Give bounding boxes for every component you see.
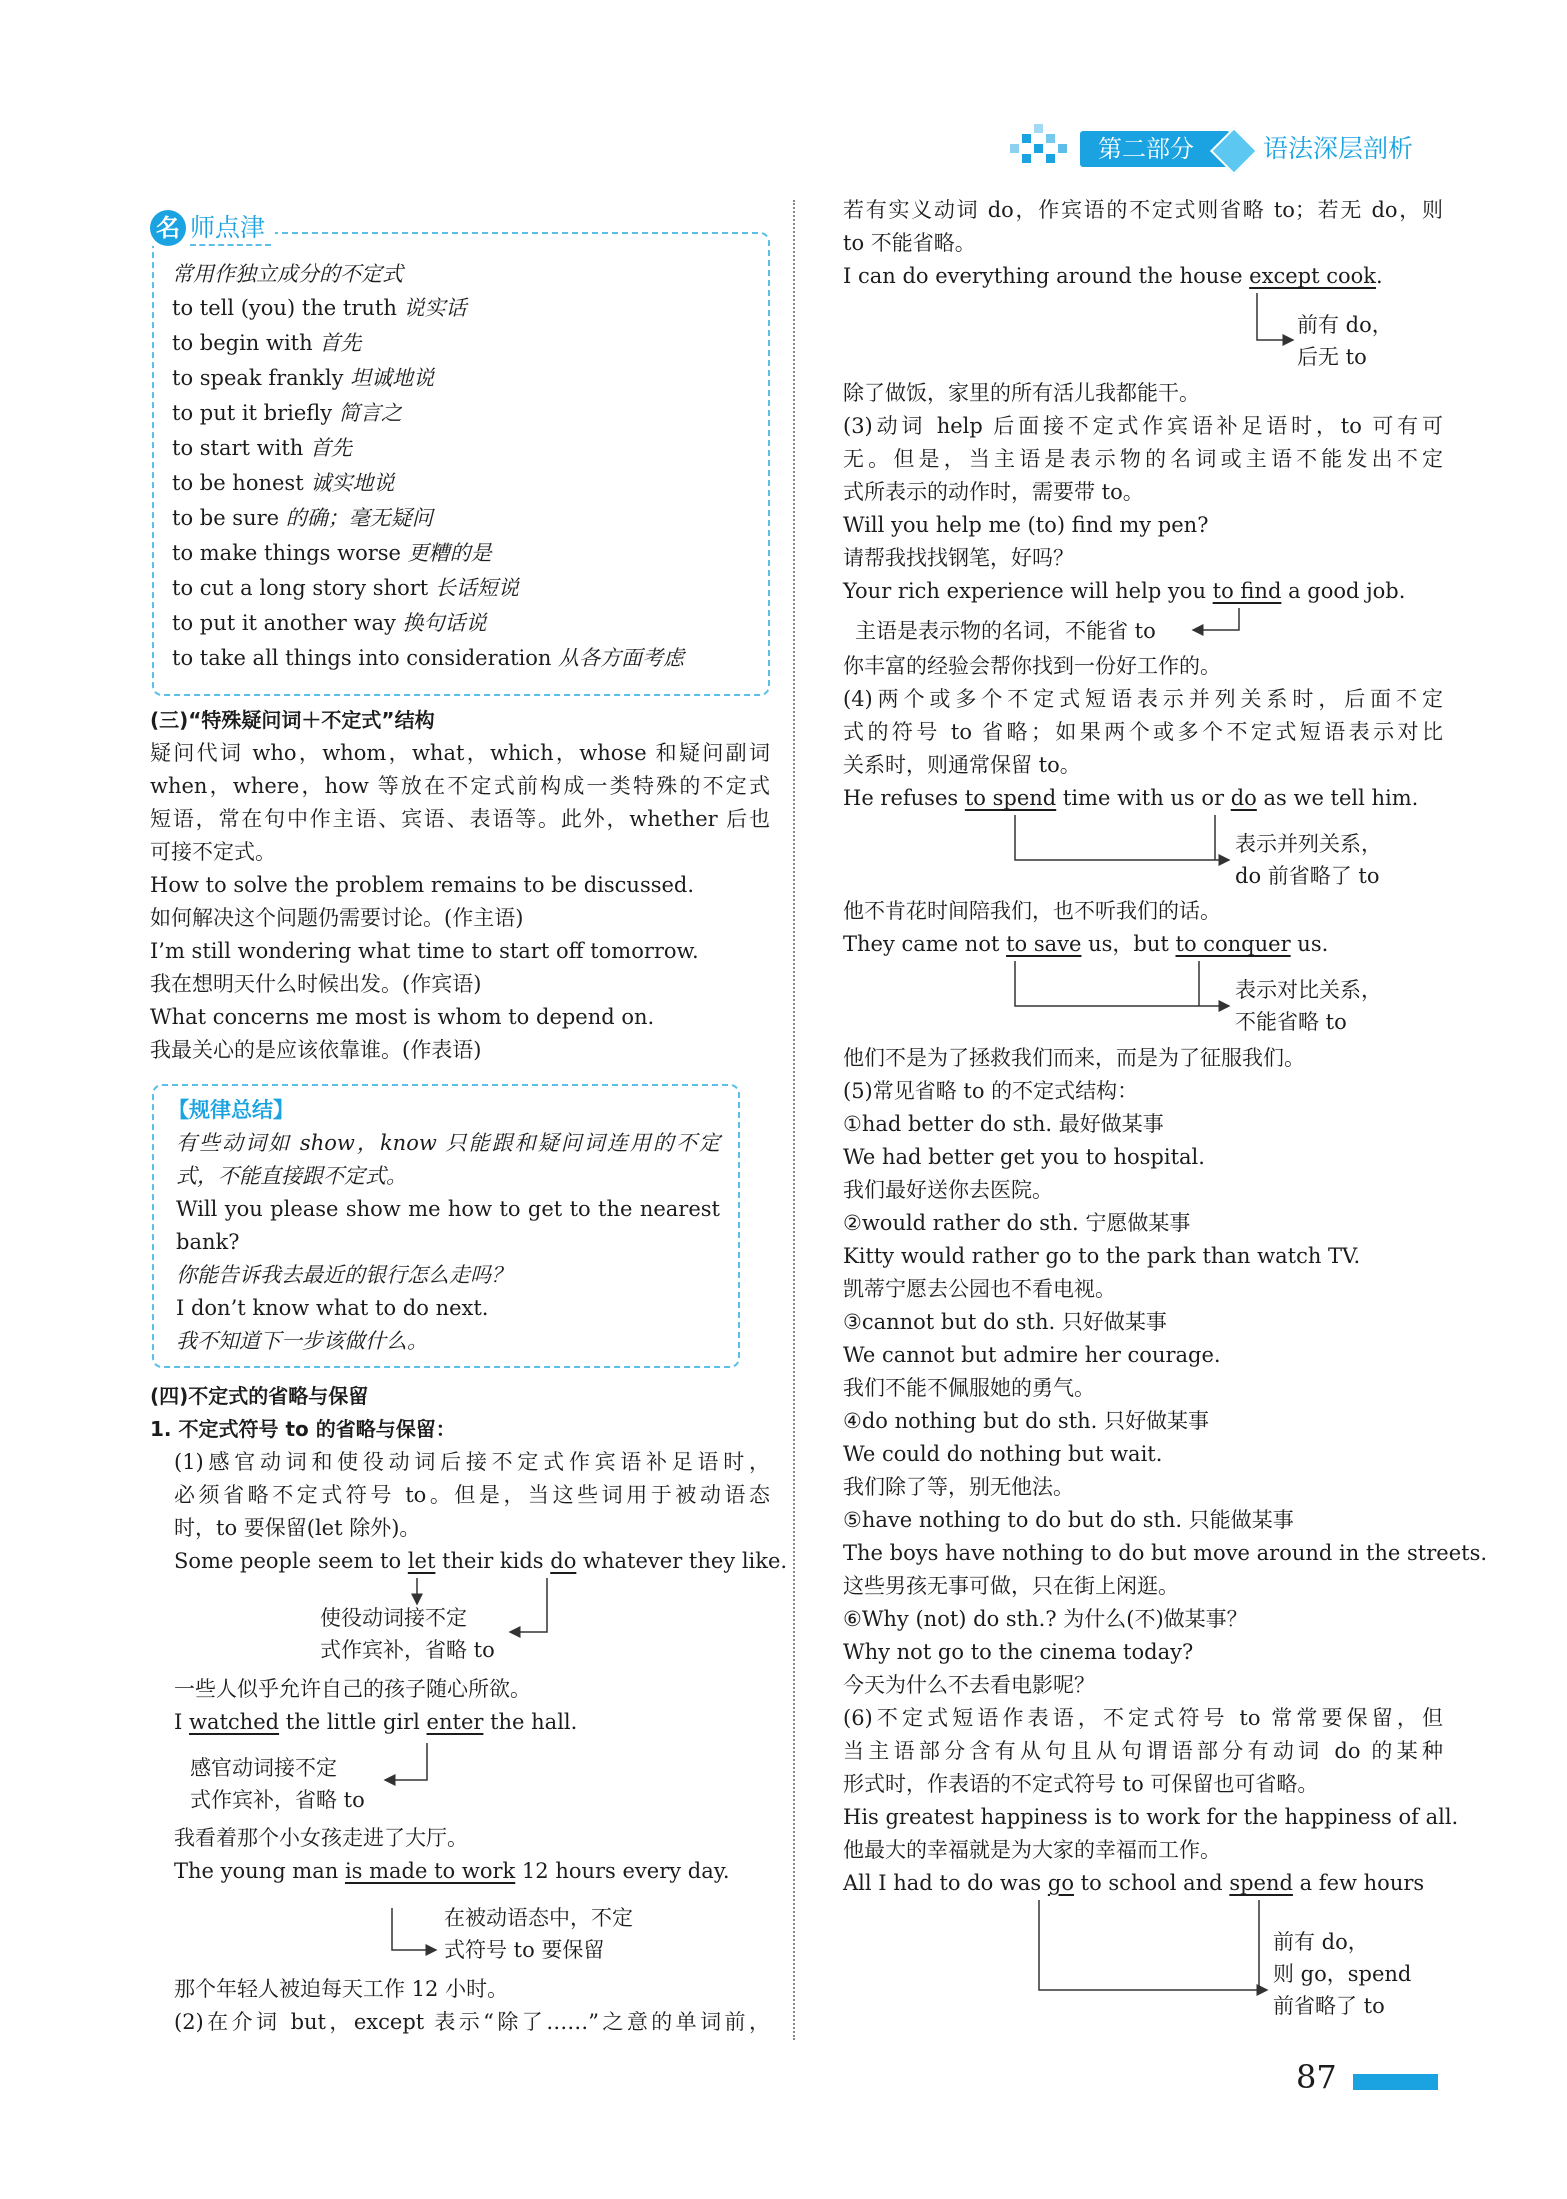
ann10-l2: 则 go，spend <box>1273 1962 1412 1986</box>
tips-label: 师点津 <box>190 211 271 246</box>
sec4-ex3 <box>174 1855 730 1888</box>
tip-zh: 首先 <box>310 436 352 460</box>
part-label: 第二部分 <box>1080 131 1230 167</box>
r-ex9-en: His greatest happiness is to work for the happiness of all. <box>843 1805 1459 1829</box>
sec4-p2: (2)在介词 but，except 表示“除了……”之意的单词前， <box>174 2010 770 2034</box>
text: They came not <box>843 932 1007 956</box>
ann3-l1: 在被动语态中，不定 <box>444 1906 633 1930</box>
r-s1: ①had better do sth. 最好做某事 <box>843 1112 1164 1136</box>
sec3-ex1-en: How to solve the problem remains to be discussed. <box>150 873 695 897</box>
sec4-ex1-zh: 一些人似乎允许自己的孩子随心所欲。 <box>174 1677 531 1701</box>
text: I can do everything around the house <box>843 264 1250 288</box>
sec4-ex2-zh: 我看着那个小女孩走进了大厅。 <box>174 1826 468 1850</box>
arrow-line <box>510 1578 547 1632</box>
ann8-l2: 不能省略 to <box>1235 1010 1347 1034</box>
text: as we tell him. <box>1256 786 1419 810</box>
r-s6-en: Why not go to the cinema today? <box>843 1640 1194 1664</box>
r-ex8-zh: 他们不是为了拯救我们而来，而是为了征服我们。 <box>843 1046 1305 1070</box>
text: time with us or <box>1056 786 1231 810</box>
text: a few hours <box>1292 1871 1425 1895</box>
sec3-p-1: when，where，how 等放在不定式前构成一类特殊的不定式 <box>150 774 770 798</box>
r-ex7-zh: 他不肯花时间陪我们，也不听我们的话。 <box>843 899 1221 923</box>
r-s4-zh: 我们除了等，别无他法。 <box>843 1475 1074 1499</box>
r-s2: ②would rather do sth. 宁愿做某事 <box>843 1211 1191 1235</box>
arrow-line <box>385 1743 427 1780</box>
r-p6-0: (6)不定式短语作表语，不定式符号 to 常常要保留，但 <box>843 1706 1443 1730</box>
rule-l4: bank? <box>176 1230 240 1254</box>
rule-l6: I don’t know what to do next. <box>176 1296 489 1320</box>
tip-en: to start with <box>172 436 304 460</box>
tip-en: to tell (you) the truth <box>172 296 397 320</box>
ann8-l1: 表示对比关系， <box>1235 978 1382 1002</box>
tips-heading: 常用作独立成分的不定式 <box>172 262 403 286</box>
text: to school and <box>1073 1871 1230 1895</box>
r-p3-0: (3)动词 help 后面接不定式作宾语补足语时，to 可有可 <box>843 414 1443 438</box>
tip-en: to be honest <box>172 471 304 495</box>
page-number: 87 <box>1296 2058 1337 2096</box>
ann2-l1: 感官动词接不定 <box>190 1756 337 1780</box>
arrow-line <box>1015 815 1229 860</box>
r-s5-en: The boys have nothing to do but move around in the streets. <box>843 1541 1488 1565</box>
arrow-line <box>1193 608 1239 630</box>
sec4-sub1: 1. 不定式符号 to 的省略与保留： <box>150 1417 456 1441</box>
sec4-p1-1: 必须省略不定式符号 to。但是，当这些词用于被动语态 <box>174 1483 770 1507</box>
r-ex5-en: Will you help me (to) find my pen? <box>843 513 1209 537</box>
tip-zh: 说实话 <box>403 296 467 320</box>
text: their kids <box>435 1549 551 1573</box>
r-ex4-zh: 除了做饭，家里的所有活儿我都能干。 <box>843 381 1200 405</box>
r-ex6-zh: 你丰富的经验会帮你找到一份好工作的。 <box>843 654 1221 678</box>
page-number-bar <box>1353 2074 1438 2090</box>
r-ex9-zh: 他最大的幸福就是为大家的幸福而工作。 <box>843 1838 1221 1862</box>
sec4-ex2 <box>174 1706 577 1739</box>
r-s4-en: We could do nothing but wait. <box>843 1442 1163 1466</box>
underlined-phrase: to conquer <box>1175 932 1291 956</box>
ann7-l1: 表示并列关系， <box>1235 832 1382 856</box>
underlined-phrase: to find <box>1212 579 1282 603</box>
sec3-ex2-en: I’m still wondering what time to start off tomorrow. <box>150 939 699 963</box>
arrows-right <box>843 0 1443 2199</box>
text: us. <box>1290 932 1329 956</box>
sec3-title: (三)“特殊疑问词＋不定式”结构 <box>150 708 435 732</box>
ann3-l2: 式符号 to 要保留 <box>444 1938 605 1962</box>
sec3-p-2: 短语，常在句中作主语、宾语、表语等。此外，whether 后也 <box>150 807 770 831</box>
underlined-verb: spend <box>1229 1871 1293 1895</box>
r-s5-zh: 这些男孩无事可做，只在街上闲逛。 <box>843 1574 1179 1598</box>
tip-zh: 简言之 <box>338 401 402 425</box>
ann10-l3: 前省略了 to <box>1273 1994 1385 2018</box>
r-s3: ③cannot but do sth. 只好做某事 <box>843 1310 1167 1334</box>
arrow-line <box>392 1908 436 1950</box>
underlined-verb: let <box>407 1549 436 1573</box>
sec4-p1-0: (1)感官动词和使役动词后接不定式作宾语补足语时， <box>174 1450 770 1474</box>
r-p4-0: (4)两个或多个不定式短语表示并列关系时，后面不定 <box>843 687 1443 711</box>
tip-en: to put it another way <box>172 611 396 635</box>
sec4-ex3-zh: 那个年轻人被迫每天工作 12 小时。 <box>174 1977 509 2001</box>
text: He refuses <box>843 786 965 810</box>
tip-zh: 从各方面考虑 <box>558 646 685 670</box>
ann2-l2: 式作宾补，省略 to <box>190 1788 365 1812</box>
sec3-ex1-zh: 如何解决这个问题仍需要讨论。(作主语) <box>150 906 524 930</box>
r-s1-zh: 我们最好送你去医院。 <box>843 1178 1053 1202</box>
r-p2c-1: to 不能省略。 <box>843 231 976 255</box>
r-p5: (5)常见省略 to 的不定式结构： <box>843 1079 1139 1103</box>
r-p3-1: 无。但是，当主语是表示物的名词或主语不能发出不定 <box>843 447 1443 471</box>
sec4-title: (四)不定式的省略与保留 <box>150 1384 369 1408</box>
ann1-l2: 式作宾补，省略 to <box>320 1638 495 1662</box>
text: I <box>174 1710 189 1734</box>
r-p3-2: 式所表示的动作时，需要带 to。 <box>843 480 1144 504</box>
column-divider <box>793 200 795 2040</box>
tip-en: to make things worse <box>172 541 401 565</box>
text: whatever they like. <box>576 1549 788 1573</box>
tip-en: to begin with <box>172 331 313 355</box>
tip-zh: 更糟的是 <box>407 541 492 565</box>
text: Your rich experience will help you <box>843 579 1213 603</box>
arrow-line <box>1039 1900 1267 1990</box>
text: 12 hours every day. <box>515 1859 730 1883</box>
r-p4-2: 关系时，则通常保留 to。 <box>843 753 1081 777</box>
underlined-phrase: to spend <box>964 786 1057 810</box>
rule-l3: Will you please show me how to get to the nearest <box>176 1197 720 1221</box>
sec3-ex3-zh: 我最关心的是应该依靠谁。(作表语) <box>150 1038 482 1062</box>
ann4-l2: 后无 to <box>1297 345 1367 369</box>
r-s6: ⑥Why (not) do sth.? 为什么(不)做某事？ <box>843 1607 1248 1631</box>
rule-l7: 我不知道下一步该做什么。 <box>176 1329 428 1353</box>
r-s6-zh: 今天为什么不去看电影呢？ <box>843 1673 1095 1697</box>
underlined-verb: is made to work <box>344 1859 516 1883</box>
arrow-line <box>1015 961 1229 1006</box>
text: the little girl <box>279 1710 427 1734</box>
r-ex5-zh: 请帮我找找钢笔，好吗？ <box>843 546 1074 570</box>
tip-en: to be sure <box>172 506 280 530</box>
text: us，but <box>1081 932 1176 956</box>
rule-l1: 有些动词如 show，know 只能跟和疑问词连用的不定 <box>176 1131 720 1155</box>
text: The young man <box>174 1859 345 1883</box>
text: the hall. <box>483 1710 578 1734</box>
tip-zh: 坦诚地说 <box>350 366 435 390</box>
underlined-phrase: except cook <box>1249 264 1376 288</box>
tip-zh: 长话短说 <box>434 576 519 600</box>
ann6: 主语是表示物的名词，不能省 to <box>855 619 1156 643</box>
rule-l5: 你能告诉我去最近的银行怎么走吗？ <box>176 1263 512 1287</box>
r-s2-en: Kitty would rather go to the park than watch TV. <box>843 1244 1361 1268</box>
underlined-verb: enter <box>426 1710 484 1734</box>
underlined-verb: watched <box>188 1710 280 1734</box>
sec3-ex3-en: What concerns me most is whom to depend on. <box>150 1005 655 1029</box>
arrow-line <box>1257 293 1293 340</box>
text: All I had to do was <box>843 1871 1048 1895</box>
ann10-l1: 前有 do， <box>1273 1930 1369 1954</box>
sec4-p1-2: 时，to 要保留(let 除外)。 <box>174 1516 421 1540</box>
r-s4: ④do nothing but do sth. 只好做某事 <box>843 1409 1210 1433</box>
tip-zh: 的确；毫无疑问 <box>285 506 433 530</box>
text: a good job. <box>1281 579 1406 603</box>
tip-en: to take all things into consideration <box>172 646 552 670</box>
tip-zh: 换句话说 <box>402 611 487 635</box>
tip-zh: 首先 <box>319 331 362 355</box>
tips-badge: 名 <box>150 210 186 246</box>
tip-en: to put it briefly <box>172 401 333 425</box>
r-p4-1: 式的符号 to 省略；如果两个或多个不定式短语表示对比 <box>843 720 1443 744</box>
r-p2c-0: 若有实义动词 do，作宾语的不定式则省略 to；若无 do，则 <box>843 198 1443 222</box>
underlined-verb: do <box>550 1549 577 1573</box>
r-p6-2: 形式时，作表语的不定式符号 to 可保留也可省略。 <box>843 1772 1319 1796</box>
r-s5: ⑤have nothing to do but do sth. 只能做某事 <box>843 1508 1294 1532</box>
text: . <box>1375 264 1383 288</box>
sec3-p-3: 可接不定式。 <box>150 840 276 864</box>
r-s2-zh: 凯蒂宁愿去公园也不看电视。 <box>843 1277 1116 1301</box>
text: Some people seem to <box>174 1549 408 1573</box>
r-s3-en: We cannot but admire her courage. <box>843 1343 1221 1367</box>
tip-zh: 诚实地说 <box>310 471 395 495</box>
ann1-l1: 使役动词接不定 <box>320 1606 467 1630</box>
r-p6-1: 当主语部分含有从句且从句谓语部分有动词 do 的某种 <box>843 1739 1443 1763</box>
part-title: 语法深层剖析 <box>1263 134 1414 163</box>
rule-label: 【规律总结】 <box>168 1098 294 1122</box>
underlined-phrase: to save <box>1006 932 1082 956</box>
rule-l2: 式，不能直接跟不定式。 <box>176 1164 407 1188</box>
sec3-ex2-zh: 我在想明天什么时候出发。(作宾语) <box>150 972 482 996</box>
tip-en: to speak frankly <box>172 366 344 390</box>
r-s1-en: We had better get you to hospital. <box>843 1145 1205 1169</box>
r-s3-zh: 我们不能不佩服她的勇气。 <box>843 1376 1095 1400</box>
underlined-verb: go <box>1047 1871 1074 1895</box>
underlined-phrase: do <box>1230 786 1257 810</box>
ann7-l2: do 前省略了 to <box>1235 864 1380 888</box>
ann4-l1: 前有 do， <box>1297 313 1393 337</box>
sec3-p-0: 疑问代词 who，whom，what，which，whose 和疑问副词 <box>150 741 770 765</box>
tip-en: to cut a long story short <box>172 576 429 600</box>
